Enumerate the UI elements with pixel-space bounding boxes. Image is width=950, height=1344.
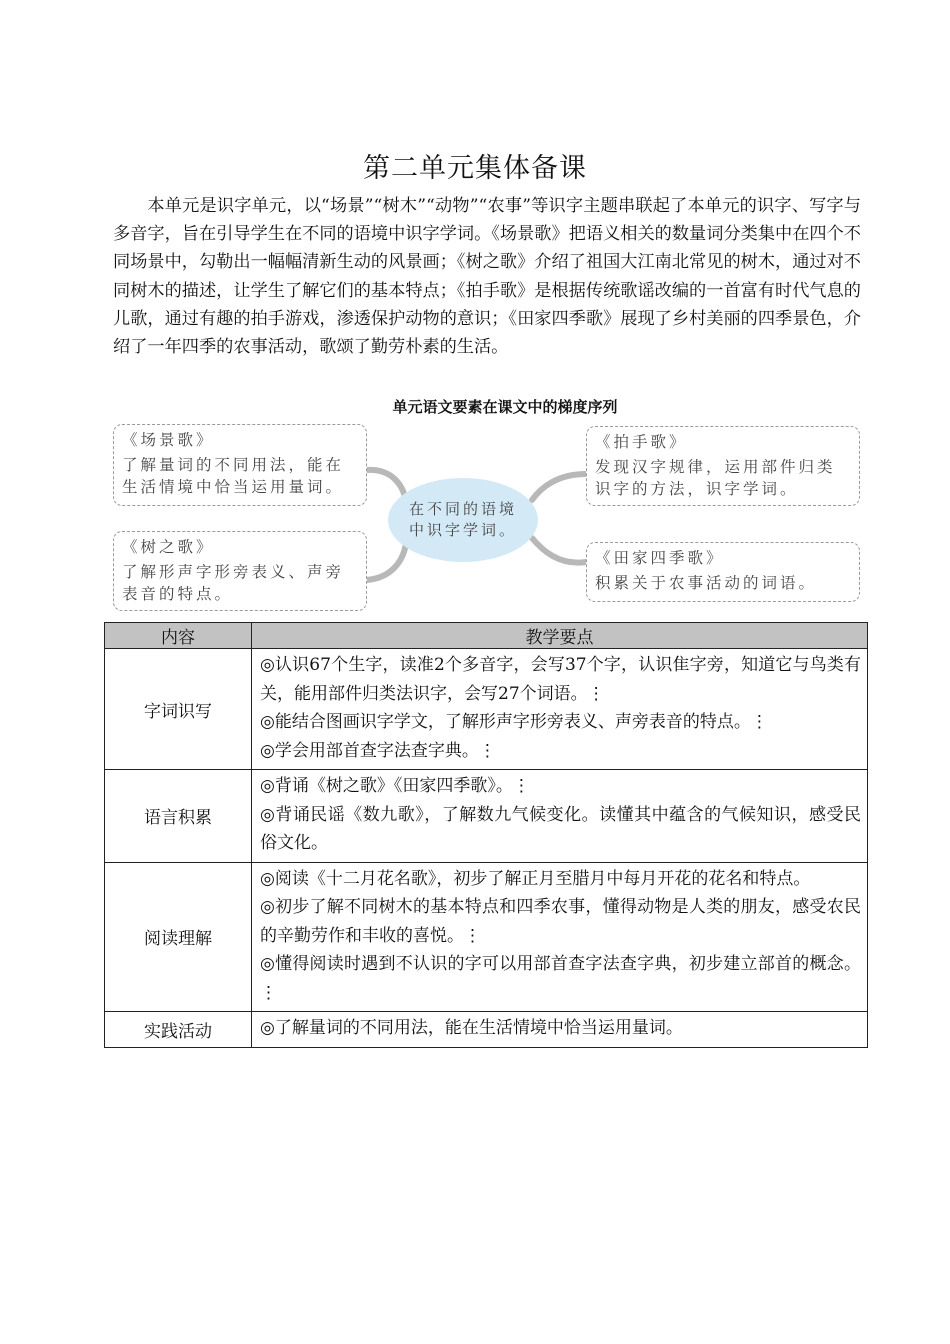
row-category: 字词识写 [105, 649, 252, 770]
intro-paragraph: 本单元是识字单元，以“场景”“树木”“动物”“农事”等识字主题串联起了本单元的识字、写字与多音字，旨在引导学生在不同的语境中识字学词。《场景歌》把语义相关的数量词分类集中在四个不同场景中，勾勒出一幅幅清新生动的风景画；《树之歌》介绍了祖国大江南北常见的树木，通过对不同树木的描述，让学生了解它们的基本特点；《拍手歌》是根据传统歌谣改编的一首富有时代气息的儿歌，通过有趣的拍手游戏，渗透保护动物的意识；《田家四季歌》展现了乡村美丽的四季景色，介绍了一年四季的农事活动，歌颂了勤劳朴素的生活。 [113, 196, 861, 358]
teaching-points-table [104, 622, 868, 1048]
row-points [252, 1012, 868, 1048]
node-text: 了解形声字形旁表义、声旁表音的特点。 [122, 563, 345, 603]
node-text: 了解量词的不同用法，能在生活情境中恰当运用量词。 [122, 456, 345, 496]
mind-map [104, 420, 868, 616]
row-category: 阅读理解 [105, 862, 252, 1012]
node-title: 《树之歌》 [122, 538, 215, 556]
node-text: 积累关于农事活动的词语。 [595, 574, 818, 592]
table-row [105, 1012, 868, 1048]
point-item: ◎了解量词的不同用法，能在生活情境中恰当运用量词。 [260, 1018, 683, 1038]
header-points: 教学要点 [252, 623, 868, 649]
point-item: ◎背诵民谣《数九歌》，了解数九气候变化。读懂其中蕴含的气候知识，感受民俗文化。 [260, 804, 861, 853]
node-paishouge [586, 426, 860, 506]
table-row [105, 862, 868, 1012]
node-shuzhige [113, 531, 367, 611]
point-item: ◎懂得阅读时遇到不认识的字可以用部首查字法查字典，初步建立部首的概念。⋮ [260, 954, 861, 1003]
row-points [252, 649, 868, 770]
node-text: 发现汉字规律，运用部件归类识字的方法，识字学词。 [595, 458, 836, 498]
node-title: 《田家四季歌》 [595, 549, 725, 567]
row-points [252, 770, 868, 863]
point-item: ◎初步了解不同树木的基本特点和四季农事，懂得动物是人类的朋友，感受农民的辛勤劳作和丰收的喜悦。⋮ [260, 897, 861, 946]
row-points [252, 862, 868, 1012]
header-content: 内容 [105, 623, 252, 649]
table-row [105, 770, 868, 863]
node-title: 《拍手歌》 [595, 433, 688, 451]
point-item: ◎认识67个生字，读准2个多音字，会写37个字，认识隹字旁，知道它与鸟类有关，能用部件归类法识字，会写27个词语。⋮ [260, 655, 861, 704]
point-item: ◎阅读《十二月花名歌》，初步了解正月至腊月中每月开花的花名和特点。 [260, 868, 811, 889]
diagram-title: 单元语文要素在课文中的梯度序列 [392, 398, 618, 416]
node-changjingge [113, 424, 367, 506]
point-item: ◎学会用部首查字法查字典。⋮ [260, 740, 496, 761]
table-header-row [105, 623, 868, 649]
node-title: 《场景歌》 [122, 431, 215, 449]
row-category: 实践活动 [105, 1012, 252, 1048]
page-title: 第二单元集体备课 [363, 153, 587, 184]
row-category: 语言积累 [105, 770, 252, 863]
node-tianjiasijige [586, 542, 860, 602]
point-item: ◎能结合图画识字学文，了解形声字形旁表义、声旁表音的特点。⋮ [260, 712, 768, 732]
table-row [105, 649, 868, 770]
center-node: 在不同的语境中识字学词。 [388, 478, 538, 562]
point-item: ◎背诵《树之歌》《田家四季歌》。⋮ [260, 776, 530, 796]
